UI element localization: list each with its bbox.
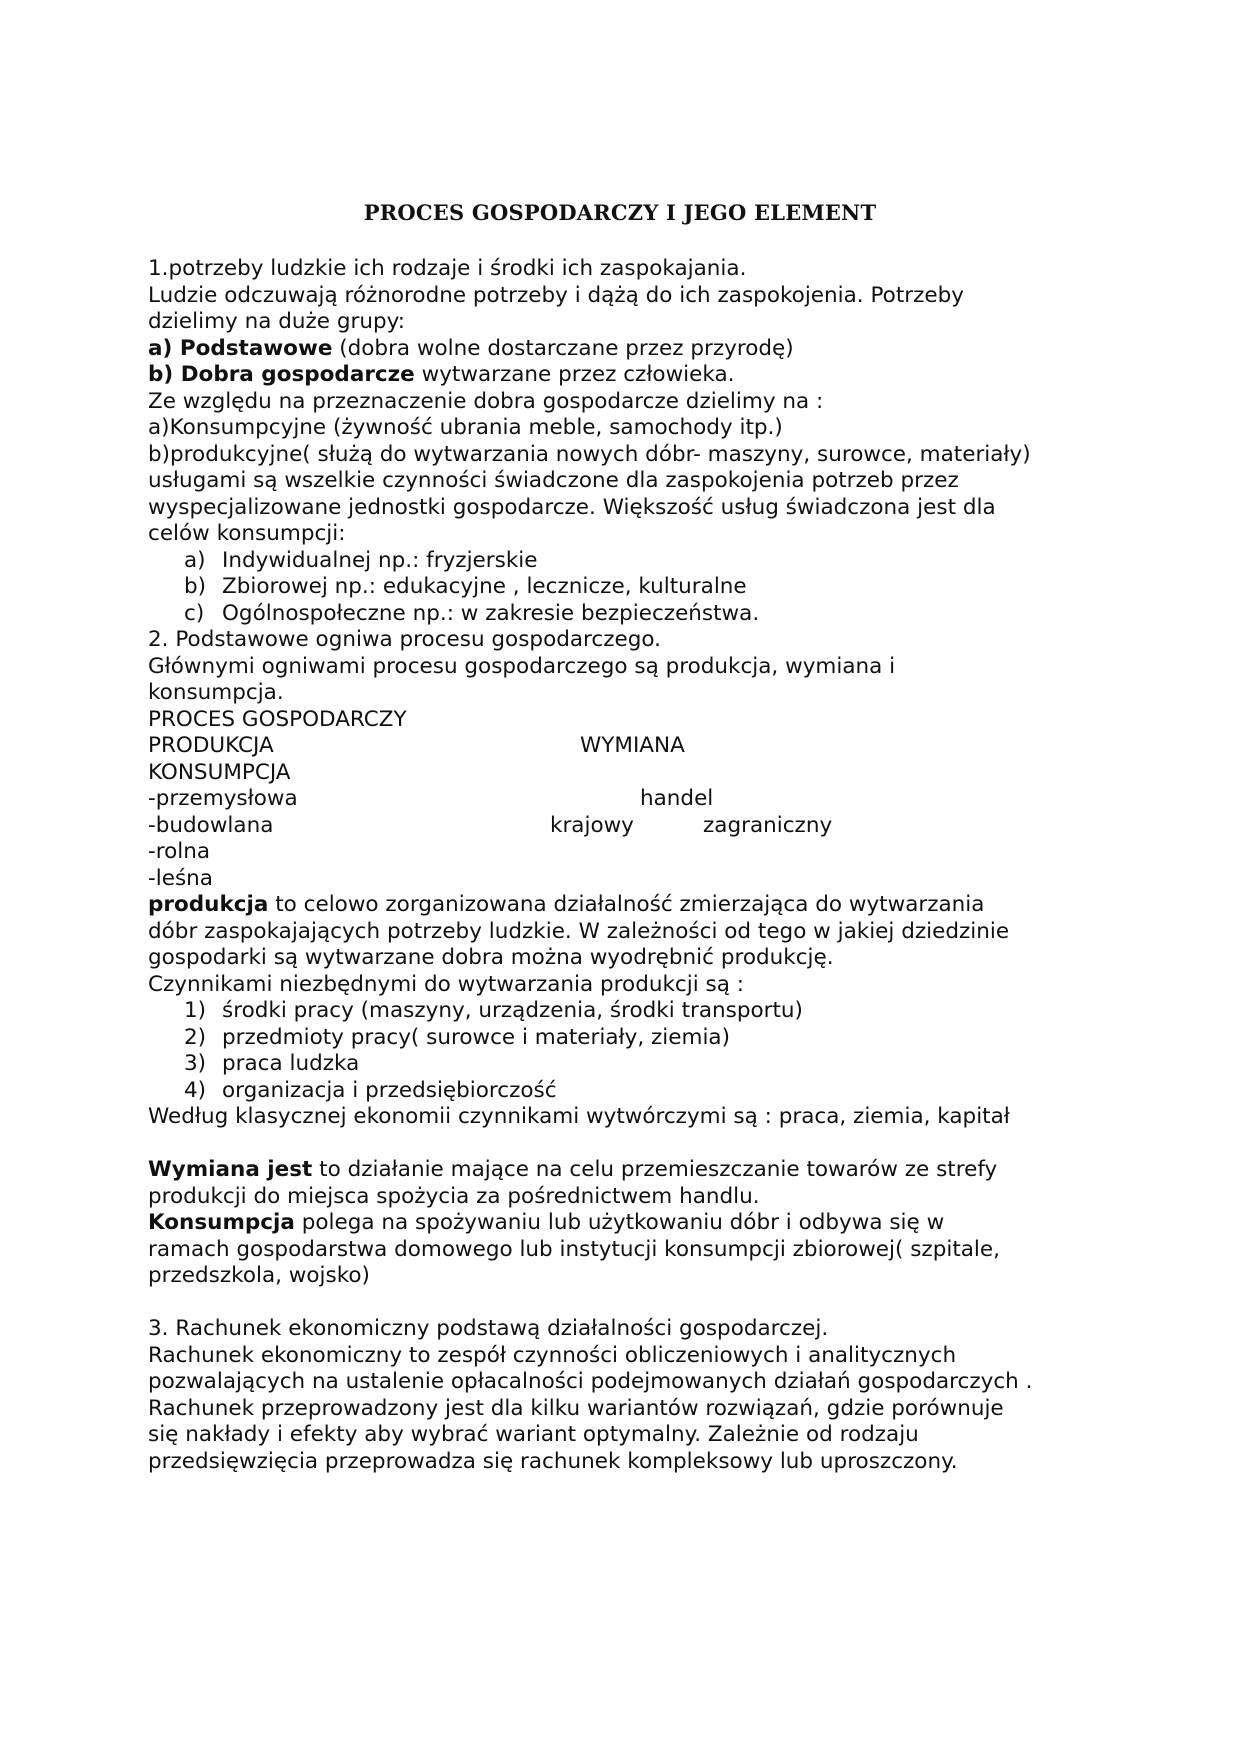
definition-text: to celowo zorganizowana działalność zmierzająca do wytwarzania xyxy=(268,892,985,917)
diagram-wymiana: WYMIANA xyxy=(580,733,685,758)
konsumpcja-definition xyxy=(148,1210,1108,1237)
paragraph-line: celów konsumpcji: xyxy=(148,521,346,546)
list-item xyxy=(148,574,1108,601)
diagram-row xyxy=(148,786,1108,813)
category-a-text: (dobra wolne dostarczane przez przyrodę) xyxy=(332,335,794,361)
paragraph-line: ramach gospodarstwa domowego lub instytucji konsumpcji zbiorowej( szpitale, xyxy=(148,1236,1000,1262)
diagram-row xyxy=(148,813,1108,840)
list-item-text: Indywidualnej np.: fryzjerskie xyxy=(222,547,538,573)
document-title: PROCES GOSPODARCZY I JEGO ELEMENT xyxy=(363,200,877,225)
diagram-zagraniczny: zagraniczny xyxy=(703,812,833,838)
definition-text: to działanie mające na celu przemieszczanie towarów ze strefy xyxy=(312,1157,998,1182)
paragraph-line: wyspecjalizowane jednostki gospodarcze. Większość usług świadczona jest dla xyxy=(148,494,996,520)
category-a-label: a) Podstawowe xyxy=(148,335,333,361)
list-marker: 4) xyxy=(184,1077,207,1103)
list-item-text: Ogólnospołeczne np.: w zakresie bezpieczeństwa. xyxy=(222,600,760,626)
list-marker: 3) xyxy=(184,1051,207,1076)
blank-line xyxy=(148,1290,1108,1317)
paragraph-line: Według klasycznej ekonomii czynnikami wytwórczymi są : praca, ziemia, kapitał xyxy=(148,1104,1010,1129)
list-item-text: praca ludzka xyxy=(222,1051,360,1076)
paragraph-line: Rachunek przeprowadzony jest dla kilku wariantów rozwiązań, gdzie porównuje xyxy=(148,1395,1004,1421)
paragraph-line: Ze względu na przeznaczenie dobra gospodarcze dzielimy na : xyxy=(148,388,824,414)
paragraph-line: dzielimy na duże grupy: xyxy=(148,309,406,334)
diagram-konsumpcja: KONSUMPCJA xyxy=(148,759,291,785)
produkcja-definition xyxy=(148,892,1108,919)
paragraph-line: się nakłady i efekty aby wybrać wariant optymalny. Zależnie od rodzaju xyxy=(148,1422,919,1447)
list-item xyxy=(148,548,1108,575)
blank-line xyxy=(148,1131,1108,1158)
category-b xyxy=(148,362,1108,389)
paragraph-line: pozwalających na ustalenie opłacalności podejmowanych działań gospodarczych . xyxy=(148,1369,1033,1394)
wymiana-definition xyxy=(148,1157,1108,1184)
category-a xyxy=(148,336,1108,363)
list-marker: c) xyxy=(184,600,205,626)
term-produkcja: produkcja xyxy=(148,892,269,917)
list-marker: 2) xyxy=(184,1024,207,1050)
paragraph-line: Ludzie odczuwają różnorodne potrzeby i dążą do ich zaspokojenia. Potrzeby xyxy=(148,282,964,308)
diagram-handel: handel xyxy=(640,786,714,811)
list-item-text: organizacja i przedsiębiorczość xyxy=(222,1077,557,1103)
section3-heading: 3. Rachunek ekonomiczny podstawą działalności gospodarczej. xyxy=(148,1316,829,1341)
diagram-title: PROCES GOSPODARCZY xyxy=(148,706,407,732)
list-item-text: przedmioty pracy( surowce i materiały, ziemia) xyxy=(222,1024,730,1050)
list-item xyxy=(148,1051,1108,1078)
diagram-budowlana: -budowlana xyxy=(148,812,274,838)
term-konsumpcja: Konsumpcja xyxy=(148,1210,295,1235)
paragraph-line: usługami są wszelkie czynności świadczone dla zaspokojenia potrzeb przez xyxy=(148,468,959,493)
paragraph-line: a)Konsumpcyjne (żywność ubrania meble, samochody itp.) xyxy=(148,415,783,440)
list-marker: a) xyxy=(184,547,206,573)
section2-heading: 2. Podstawowe ogniwa procesu gospodarczego. xyxy=(148,627,661,652)
list-item xyxy=(148,998,1108,1025)
paragraph-line: b)produkcyjne( służą do wytwarzania nowych dóbr- maszyny, surowce, materiały) xyxy=(148,441,1031,467)
paragraph-line: gospodarki są wytwarzane dobra można wyodrębnić produkcję. xyxy=(148,945,834,970)
diagram-lesna: -leśna xyxy=(148,865,213,891)
list-item-text: środki pracy (maszyny, urządzenia, środki transportu) xyxy=(222,998,803,1023)
document-body xyxy=(148,256,1108,1475)
diagram-przemyslowa: -przemysłowa xyxy=(148,786,298,811)
paragraph-line: dóbr zaspokajających potrzeby ludzkie. W zależności od tego w jakiej dziedzinie xyxy=(148,918,1010,944)
diagram-krajowy: krajowy xyxy=(550,812,634,838)
category-b-text: wytwarzane przez człowieka. xyxy=(414,362,735,387)
paragraph-line: przedsięwzięcia przeprowadza się rachunek kompleksowy lub uproszczony. xyxy=(148,1448,958,1474)
list-marker: b) xyxy=(184,574,207,599)
paragraph-line: Czynnikami niezbędnymi do wytwarzania produkcji są : xyxy=(148,971,744,997)
list-item xyxy=(148,601,1108,628)
paragraph-line: Głównymi ogniwami procesu gospodarczego są produkcja, wymiana i xyxy=(148,653,896,679)
list-marker: 1) xyxy=(184,998,207,1023)
category-b-label: b) Dobra gospodarcze xyxy=(148,362,415,387)
definition-text: polega na spożywaniu lub użytkowaniu dóbr i odbywa się w xyxy=(294,1210,945,1235)
diagram-row xyxy=(148,733,1108,760)
section1-heading: 1.potrzeby ludzkie ich rodzaje i środki ich zaspokajania. xyxy=(148,256,747,281)
paragraph-line: Rachunek ekonomiczny to zespół czynności obliczeniowych i analitycznych xyxy=(148,1342,957,1368)
diagram-rolna: -rolna xyxy=(148,839,211,864)
term-wymiana: Wymiana jest xyxy=(148,1157,313,1182)
list-item xyxy=(148,1025,1108,1052)
list-item xyxy=(148,1078,1108,1105)
paragraph-line: przedszkola, wojsko) xyxy=(148,1263,370,1288)
paragraph-line: produkcji do miejsca spożycia za pośrednictwem handlu. xyxy=(148,1183,760,1209)
diagram-produkcja: PRODUKCJA xyxy=(148,733,274,758)
paragraph-line: konsumpcja. xyxy=(148,680,284,705)
list-item-text: Zbiorowej np.: edukacyjne , lecznicze, kulturalne xyxy=(222,574,747,599)
